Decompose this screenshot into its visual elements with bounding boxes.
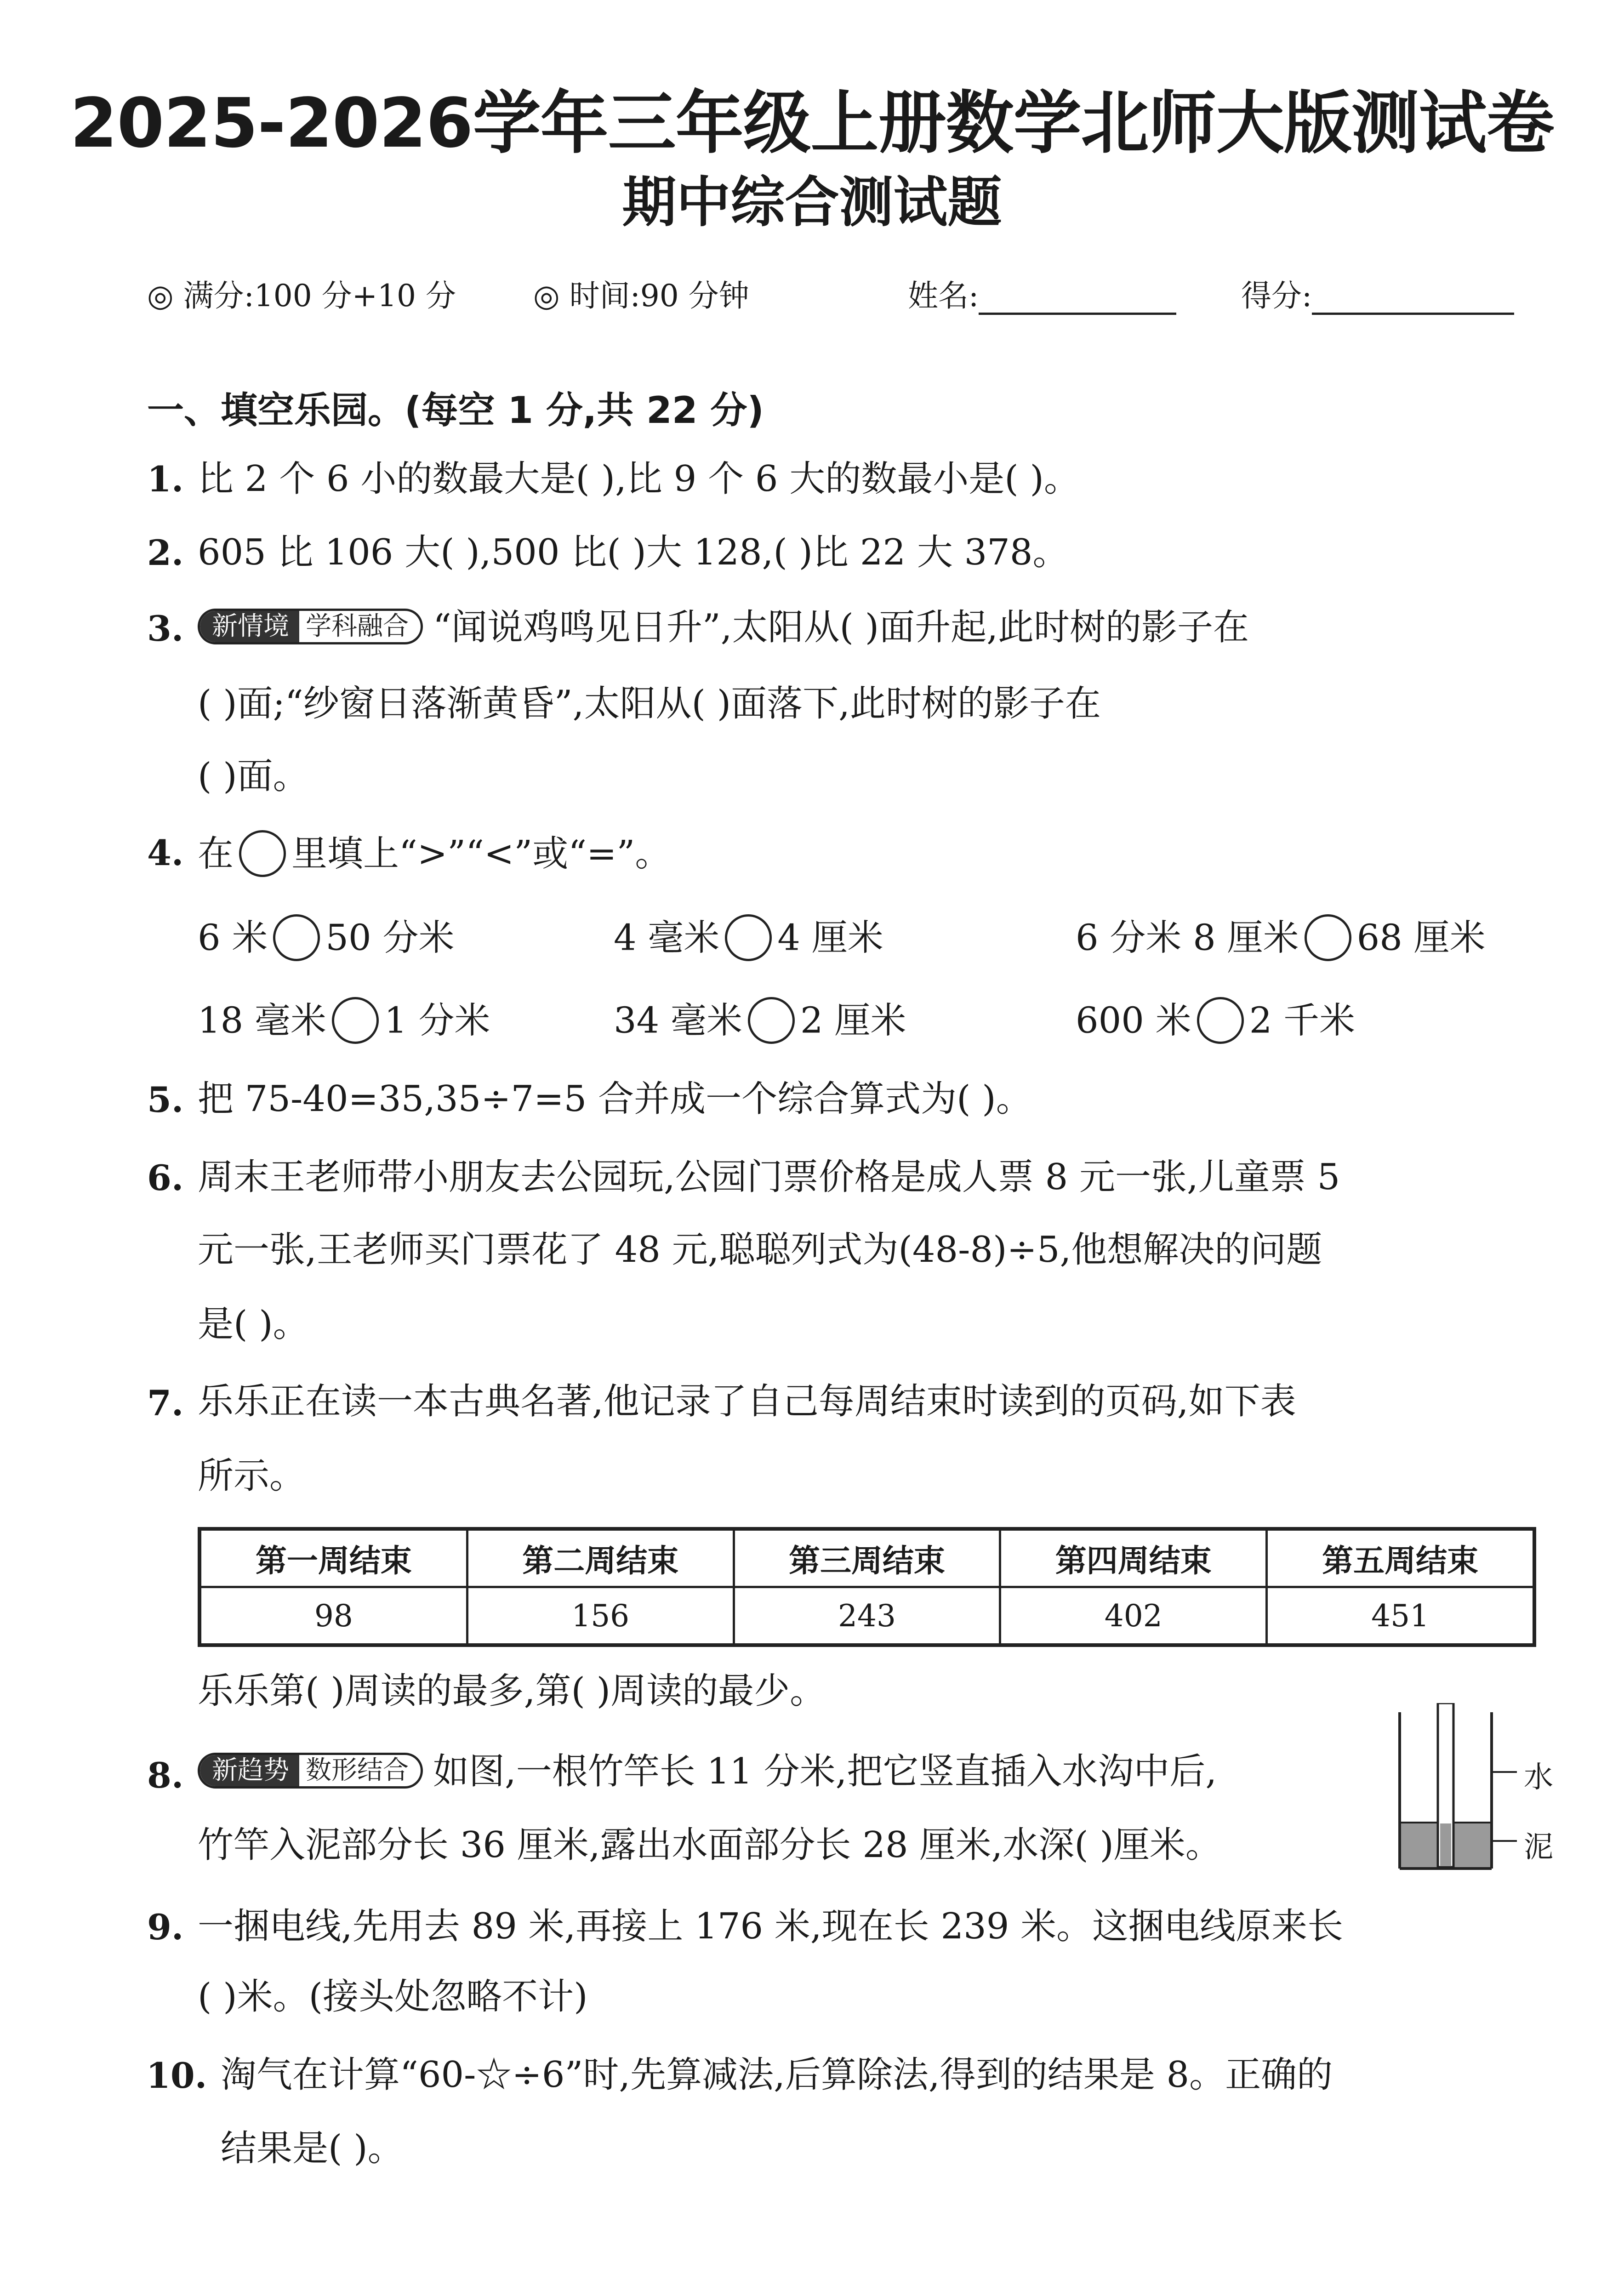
table-header: 第五周结束 [1267,1529,1534,1587]
table-cell: 156 [467,1587,734,1646]
table-row [199,1587,1534,1646]
compare-item [1076,1000,1355,1047]
compare-item [614,1000,906,1047]
table-cell: 451 [1267,1587,1534,1646]
table-header: 第二周结束 [467,1529,734,1587]
q4-post: 里填上“>”“<”或“=”。 [291,833,671,875]
name-label: 姓名: [908,278,979,313]
table-cell: 243 [734,1587,1000,1646]
name-blank[interactable] [979,280,1176,315]
question-number: 8. [147,1755,184,1796]
q6-line1: 周末王老师带小朋友去公园玩,公园门票价格是成人票 8 元一张,儿童票 5 [198,1157,1340,1198]
question-number: 9. [147,1907,184,1948]
q10-line2: 结果是( )。 [221,2128,404,2169]
compare-left: 4 毫米 [614,917,720,959]
q2-text: 605 比 106 大( ),500 比( )大 128,( )比 22 大 378。 [198,532,1069,573]
score-field[interactable] [1241,271,1514,315]
score-label: 得分: [1241,278,1312,313]
tag-badge [198,609,423,644]
table-cell: 402 [1000,1587,1267,1646]
exam-title: 2025-2026学年三年级上册数学北师大版测试卷 [70,84,1554,163]
q7-after: 乐乐第( )周读的最多,第( )周读的最少。 [198,1670,826,1712]
compare-circle[interactable] [1197,997,1244,1044]
time-info: ◎ 时间:90 分钟 [533,278,749,313]
compare-right: 2 千米 [1249,1000,1356,1042]
question-number: 10. [146,2055,207,2096]
tag-dark-label: 新趋势 [200,1755,299,1786]
compare-right: 68 厘米 [1356,917,1486,959]
q9-line1: 一捆电线,先用去 89 米,再接上 176 米,现在长 239 米。这捆电线原来长 [198,1906,1344,1947]
q10-line1: 淘气在计算“60-☆÷6”时,先算减法,后算除法,得到的结果是 8。正确的 [221,2054,1333,2096]
q8-line1 [198,1751,1217,1792]
section-heading: 一、填空乐园。(每空 1 分,共 22 分) [147,389,764,432]
q4-pre: 在 [198,833,234,875]
question-number: 2. [147,532,184,573]
compare-circle[interactable] [273,914,320,961]
compare-left: 34 毫米 [614,1000,743,1042]
q8-line2: 竹竿入泥部分长 36 厘米,露出水面部分长 28 厘米,水深( )厘米。 [198,1824,1221,1866]
table-header: 第四周结束 [1000,1529,1267,1587]
q7-line2: 所示。 [198,1455,306,1497]
bamboo-pole-figure [1397,1703,1563,1878]
compare-item [1076,917,1486,964]
compare-item [198,1000,490,1047]
name-field[interactable] [908,271,1176,315]
q6-line2: 元一张,王老师买门票花了 48 元,聪聪列式为(48-8)÷5,他想解决的问题 [198,1229,1322,1271]
compare-circle[interactable] [332,997,379,1044]
compare-item [614,917,883,964]
compare-left: 600 米 [1076,1000,1191,1042]
compare-circle [239,830,286,877]
question-number: 4. [147,832,184,873]
q1-text: 比 2 个 6 小的数最大是( ),比 9 个 6 大的数最小是( )。 [198,458,1080,500]
q3-line1-text: “闻说鸡鸣见日升”,太阳从( )面升起,此时树的影子在 [433,607,1249,648]
tag-light-label: 学科融合 [306,611,409,641]
compare-circle[interactable] [1305,914,1351,961]
table-header-row [199,1529,1534,1587]
compare-left: 18 毫米 [198,1000,327,1042]
mud-label: 泥 [1524,1830,1553,1864]
exam-subtitle: 期中综合测试题 [622,171,1002,234]
score-blank[interactable] [1312,280,1514,315]
q4-instruction [198,833,671,880]
q3-line2: ( )面;“纱窗日落渐黄昏”,太阳从( )面落下,此时树的影子在 [198,683,1101,724]
compare-right: 4 厘米 [777,917,883,959]
compare-right: 50 分米 [325,917,455,959]
question-number: 6. [147,1157,184,1198]
q3-line3: ( )面。 [198,756,309,797]
q6-line3: 是( )。 [198,1304,309,1345]
full-score-info: ◎ 满分:100 分+10 分 [147,278,456,313]
question-number: 1. [147,459,184,500]
tag-badge [198,1753,423,1789]
question-number: 3. [147,608,184,649]
q8-line1-text: 如图,一根竹竿长 11 分米,把它竖直插入水沟中后, [433,1751,1217,1792]
table-header: 第一周结束 [199,1529,467,1587]
tag-dark-label: 新情境 [200,611,299,642]
question-number: 5. [147,1079,184,1120]
reading-table [198,1527,1536,1647]
question-number: 7. [147,1383,184,1424]
compare-circle[interactable] [725,914,772,961]
water-label: 水 [1524,1761,1553,1795]
table-cell: 98 [199,1587,467,1646]
compare-left: 6 分米 8 厘米 [1076,917,1299,959]
compare-right: 2 厘米 [800,1000,906,1042]
table-header: 第三周结束 [734,1529,1000,1587]
compare-circle[interactable] [748,997,795,1044]
compare-item [198,917,454,964]
compare-right: 1 分米 [384,1000,490,1042]
compare-left: 6 米 [198,917,268,959]
q5-text: 把 75-40=35,35÷7=5 合并成一个综合算式为( )。 [198,1078,1032,1120]
q9-line2: ( )米。(接头处忽略不计) [198,1976,588,2017]
q7-line1: 乐乐正在读一本古典名著,他记录了自己每周结束时读到的页码,如下表 [198,1381,1296,1422]
tag-light-label: 数形结合 [306,1755,409,1785]
q3-line1 [198,607,1249,648]
